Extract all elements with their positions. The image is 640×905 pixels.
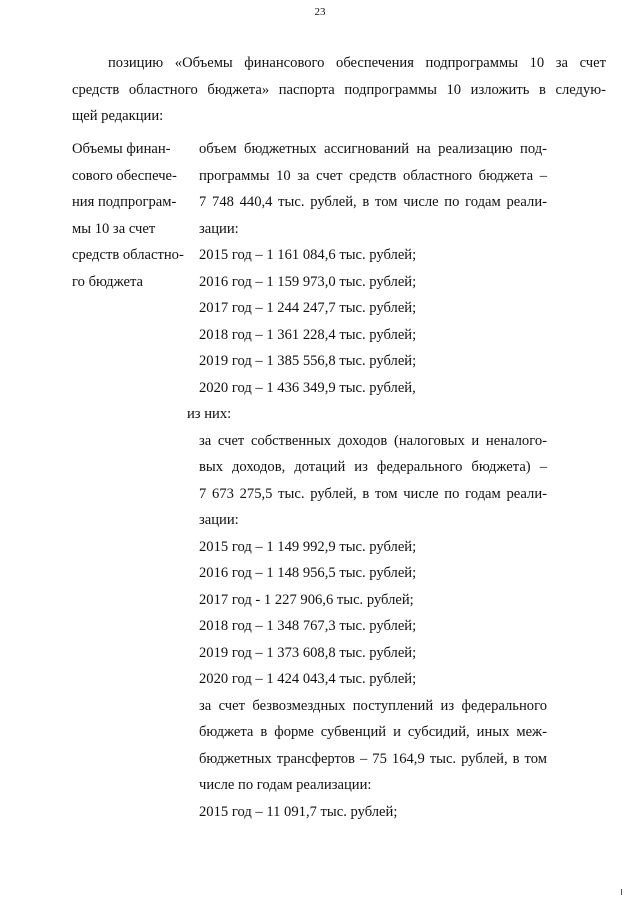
- content-line: 7 748 440,4 тыс. рублей, в том числе по годам реали-: [199, 194, 547, 210]
- content-line: зации:: [199, 512, 239, 528]
- label-line: Объемы финан-: [72, 141, 171, 157]
- content-line: 2018 год – 1 348 767,3 тыс. рублей;: [199, 618, 417, 634]
- content-line: программы 10 за счет средств областного бюджета –: [199, 167, 547, 184]
- content-line: 2020 год – 1 436 349,9 тыс. рублей,: [199, 379, 416, 396]
- content-line: 2016 год – 1 148 956,5 тыс. рублей;: [199, 565, 417, 581]
- intro-line: средств областного бюджета» паспорта подпрограммы 10 изложить в следую-: [72, 81, 606, 98]
- content-line: бюджета в форме субвенций и субсидий, иных меж-: [199, 724, 547, 740]
- content-line: 2015 год – 1 149 992,9 тыс. рублей;: [199, 538, 417, 555]
- content-line: объем бюджетных ассигнований на реализацию под-: [199, 141, 547, 157]
- page-number: 23: [314, 6, 326, 18]
- row-label: [72, 136, 190, 295]
- content-line: числе по годам реализации:: [199, 777, 372, 793]
- content-line: 2019 год – 1 385 556,8 тыс. рублей;: [199, 353, 417, 369]
- intro-line: позицию «Объемы финансового обеспечения подпрограммы 10 за счет: [108, 55, 606, 71]
- scan-mark: [621, 889, 622, 895]
- content-line: 2015 год – 11 091,7 тыс. рублей;: [199, 803, 398, 820]
- intro-paragraph: [72, 50, 606, 130]
- funding-details: [187, 136, 547, 825]
- content-line: 2016 год – 1 159 973,0 тыс. рублей;: [199, 273, 417, 290]
- content-line: 2017 год – 1 244 247,7 тыс. рублей;: [199, 300, 417, 316]
- content-line: бюджетных трансфертов – 75 164,9 тыс. рублей, в том: [199, 750, 547, 767]
- content-line: 2015 год – 1 161 084,6 тыс. рублей;: [199, 247, 417, 263]
- content-line: 2017 год - 1 227 906,6 тыс. рублей;: [199, 591, 414, 608]
- content-line: за счет безвозмездных поступлений из федерального: [199, 697, 547, 714]
- content-line: за счет собственных доходов (налоговых и неналого-: [199, 432, 547, 449]
- label-line: сового обеспече-: [72, 167, 177, 184]
- label-line: ния подпрограм-: [72, 194, 177, 210]
- label-line: го бюджета: [72, 273, 143, 290]
- content-line: 7 673 275,5 тыс. рублей, в том числе по годам реали-: [199, 485, 547, 502]
- content-line: вых доходов, дотаций из федерального бюджета) –: [199, 459, 547, 475]
- intro-line: щей редакции:: [72, 108, 164, 124]
- content-line: 2019 год – 1 373 608,8 тыс. рублей;: [199, 644, 417, 661]
- content-line: из них:: [187, 406, 232, 422]
- content-line: 2018 год – 1 361 228,4 тыс. рублей;: [199, 326, 417, 343]
- content-line: 2020 год – 1 424 043,4 тыс. рублей;: [199, 671, 417, 687]
- label-line: мы 10 за счет: [72, 220, 156, 237]
- label-line: средств областно-: [72, 247, 184, 263]
- content-line: зации:: [199, 220, 239, 237]
